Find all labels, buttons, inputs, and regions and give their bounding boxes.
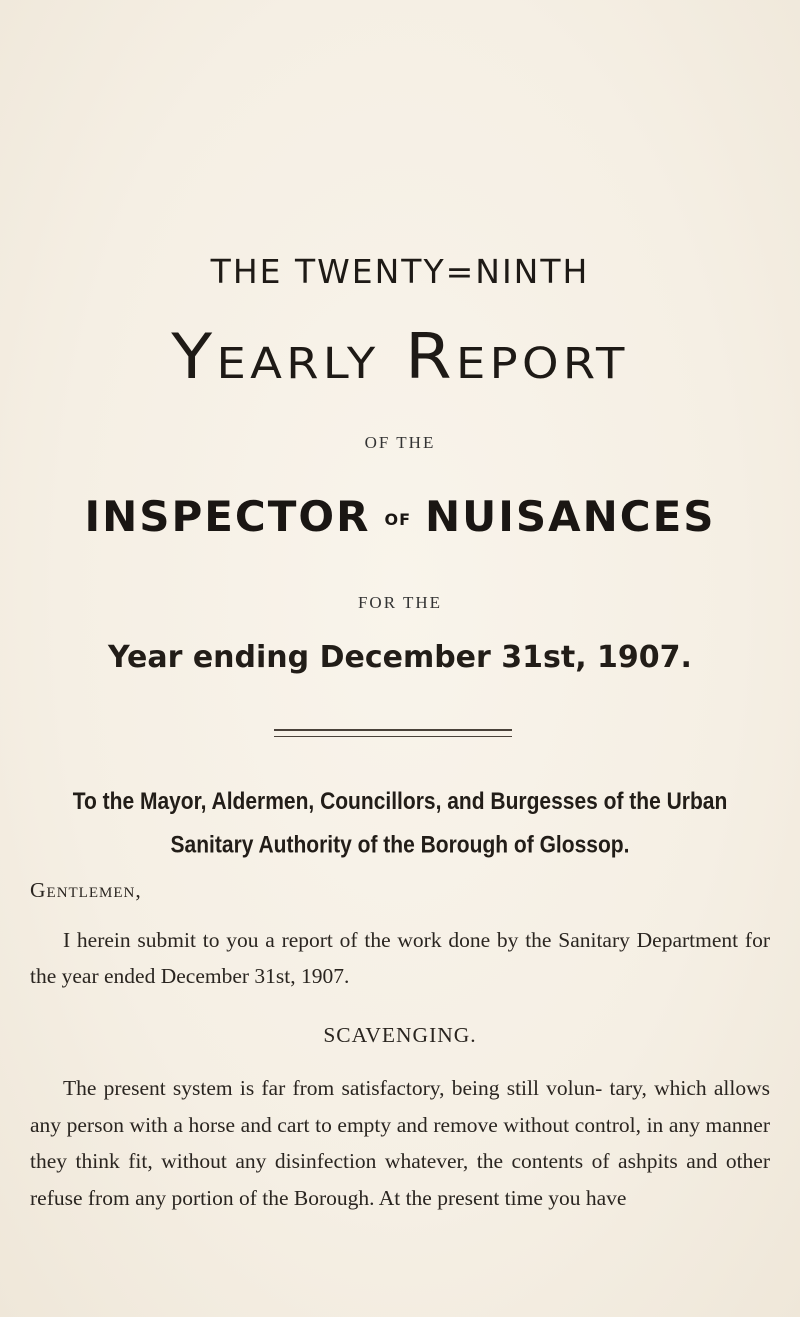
divider-rule-bottom — [274, 736, 512, 737]
section-heading-scavenging: SCAVENGING. — [323, 1023, 477, 1047]
year-ending-line: Year ending December 31st, 1907. — [108, 640, 692, 675]
address-block: To the Mayor, Aldermen, Councillors, and Burgesses of the Urban Sanitary Authority of the Borough of Glossop. — [72, 788, 728, 859]
inspector-heading — [0, 492, 800, 541]
intro-paragraph: I herein submit to you a report of the work done by the Sanitary Department for the year ended December 31st, 1907. — [30, 928, 770, 988]
report-title: Yearly Report — [171, 320, 629, 393]
for-the-line: FOR THE — [357, 593, 443, 612]
salutation: Gentlemen, — [30, 878, 142, 902]
of-the-line: OF THE — [364, 433, 436, 452]
scavenging-paragraph: The present system is far from satisfactory, being still volun- tary, which allows any person with a horse and cart to empty and remove without control, in any manner they think fit, without any disinfection whatever, the contents of ashpits and other refuse from any portion of the Borough. At the present time you have — [30, 1076, 770, 1210]
nuisances-word: NUISANCES — [425, 492, 716, 541]
ordinal-heading: THE TWENTY=NINTH — [210, 252, 590, 291]
of-word: OF — [384, 510, 411, 529]
inspector-word: INSPECTOR — [84, 492, 371, 541]
divider-rule-top — [274, 729, 512, 731]
